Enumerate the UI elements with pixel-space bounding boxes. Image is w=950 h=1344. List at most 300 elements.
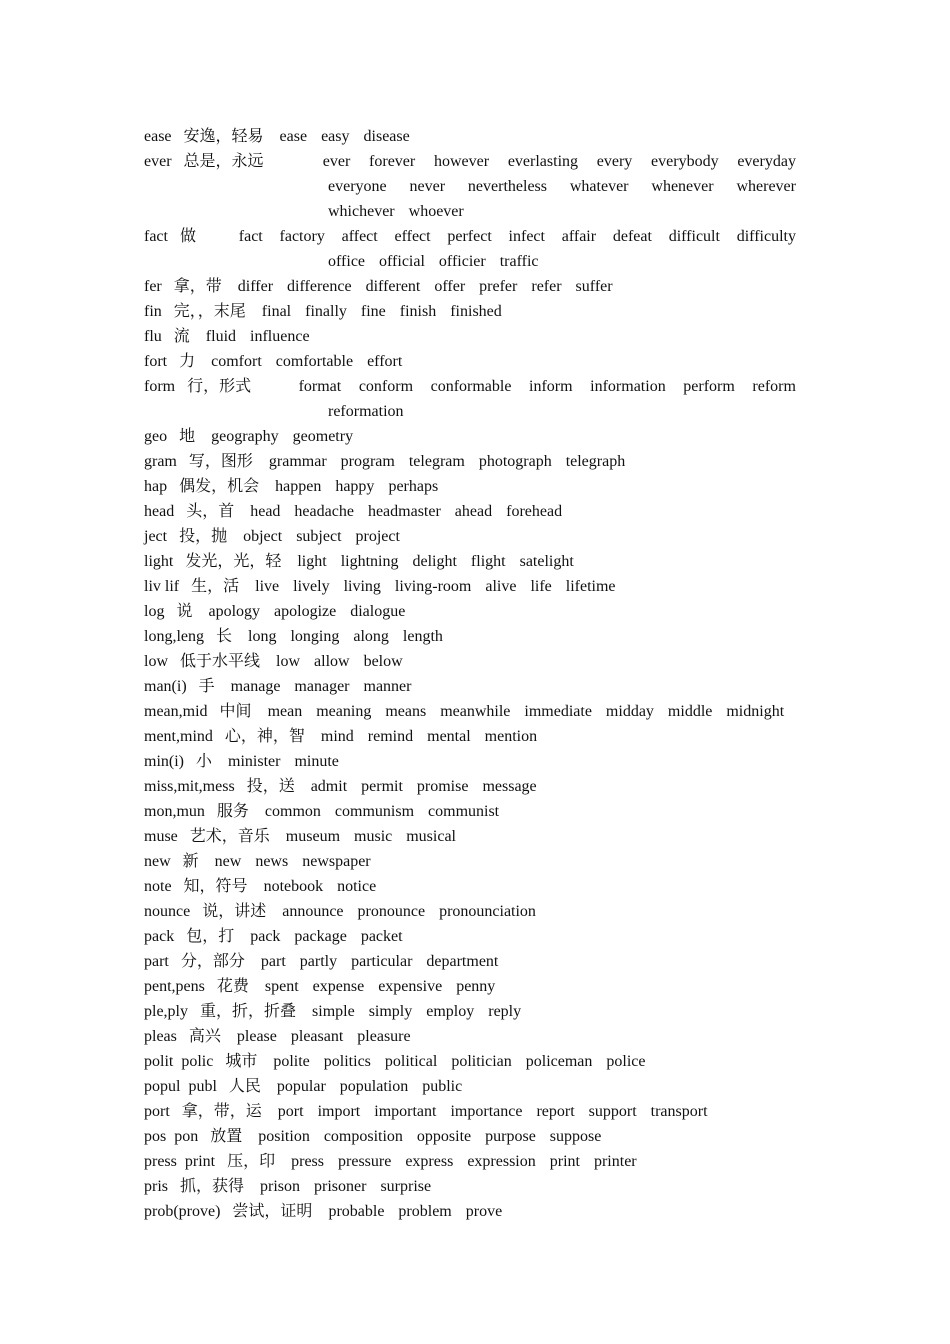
entry-root-and-meaning <box>144 299 262 324</box>
entry-word: remind <box>367 728 414 745</box>
entry-root-and-meaning <box>144 599 208 624</box>
entry-root-and-meaning <box>144 924 250 949</box>
entry-root: head <box>144 503 175 520</box>
entry-meaning: 中间 <box>219 703 252 720</box>
entry-word: new <box>214 853 242 870</box>
entry-word-list <box>206 324 806 349</box>
entry-word: living <box>343 578 381 595</box>
entry-word-list <box>255 574 806 599</box>
entry-meaning: 人民 <box>228 1078 261 1095</box>
entry-word: live <box>255 578 280 595</box>
entry-root-and-meaning <box>144 574 255 599</box>
entry-row <box>144 974 806 999</box>
entry-row <box>144 499 806 524</box>
entry-word: format <box>298 378 342 395</box>
entry-root-and-meaning <box>144 824 286 849</box>
entry-meaning: 新 <box>182 853 199 870</box>
entry-meaning: 拿，带，运 <box>181 1103 262 1120</box>
entry-row <box>144 1199 806 1224</box>
entry-root-and-meaning <box>144 1149 291 1174</box>
entry-word: mention <box>484 728 538 745</box>
entry-word: printer <box>593 1153 637 1170</box>
entry-row <box>144 1124 806 1149</box>
entry-word: meaning <box>316 703 372 720</box>
entry-row <box>144 724 806 749</box>
entry-meaning: 偶发，机会 <box>179 478 260 495</box>
entry-word: effect <box>394 228 431 245</box>
entry-word: communist <box>428 803 500 820</box>
entry-word-list <box>298 374 810 424</box>
entry-word: surprise <box>380 1178 432 1195</box>
entry-word-list <box>277 1074 806 1099</box>
entry-meaning: 说 <box>176 603 193 620</box>
entry-word: notebook <box>263 878 324 895</box>
entry-root: gram <box>144 453 177 470</box>
entry-word: ahead <box>454 503 493 520</box>
entry-root: ject <box>144 528 168 545</box>
entry-root-and-meaning <box>144 1174 260 1199</box>
entry-word: expression <box>467 1153 536 1170</box>
entry-row <box>144 149 806 224</box>
entry-word: mental <box>427 728 471 745</box>
entry-root: note <box>144 878 172 895</box>
entry-word-list <box>286 824 806 849</box>
entry-row <box>144 674 806 699</box>
entry-word: finish <box>399 303 437 320</box>
entry-root-and-meaning <box>144 849 215 874</box>
entry-word: conformable <box>430 378 512 395</box>
entry-meaning: 高兴 <box>188 1028 221 1045</box>
entry-word: refer <box>531 278 562 295</box>
entry-meaning: 小 <box>196 753 213 770</box>
entry-word: ever <box>322 153 351 170</box>
entry-root-and-meaning <box>144 474 275 499</box>
entry-meaning: 流 <box>173 328 190 345</box>
entry-word: apology <box>208 603 261 620</box>
entry-word: political <box>384 1053 438 1070</box>
entry-meaning: 力 <box>179 353 196 370</box>
entry-word-list <box>265 974 806 999</box>
entry-root-and-meaning <box>144 349 211 374</box>
entry-root-and-meaning <box>144 974 265 999</box>
entry-row <box>144 799 806 824</box>
entry-root-and-meaning <box>144 649 276 674</box>
entry-meaning: 长 <box>216 628 233 645</box>
entry-word: influence <box>250 328 310 345</box>
entry-row <box>144 849 806 874</box>
entry-word: geography <box>211 428 279 445</box>
entry-root: mon,mun <box>144 803 205 820</box>
entry-word: inform <box>529 378 573 395</box>
entry-root: long,leng <box>144 628 204 645</box>
entry-meaning: 写，图形 <box>188 453 253 470</box>
entry-word: factory <box>279 228 325 245</box>
entry-word: perfect <box>447 228 492 245</box>
entry-word: pleasant <box>290 1028 344 1045</box>
entry-word: length <box>402 628 443 645</box>
entry-root: pos pon <box>144 1128 199 1145</box>
entry-row <box>144 1024 806 1049</box>
entry-root-and-meaning <box>144 999 312 1024</box>
entry-meaning: 拿，带 <box>173 278 222 295</box>
entry-word: suppose <box>549 1128 602 1145</box>
entry-root: ease <box>144 128 172 145</box>
entry-word: affect <box>341 228 378 245</box>
entry-root: prob(prove) <box>144 1203 221 1220</box>
entry-word: particular <box>351 953 413 970</box>
entry-meaning: 分，部分 <box>180 953 245 970</box>
entry-meaning: 知，符号 <box>183 878 248 895</box>
entry-word-list <box>211 424 806 449</box>
entry-word: print <box>549 1153 580 1170</box>
entry-word: population <box>339 1078 409 1095</box>
entry-meaning: 做 <box>179 228 196 245</box>
entry-word: minute <box>294 753 339 770</box>
entry-word: dialogue <box>350 603 406 620</box>
entry-word: effort <box>367 353 403 370</box>
entry-row <box>144 924 806 949</box>
entry-word: politician <box>451 1053 512 1070</box>
entry-word: transport <box>650 1103 708 1120</box>
entry-meaning: 花费 <box>216 978 249 995</box>
entry-word-list <box>311 774 806 799</box>
word-root-list <box>144 124 806 1224</box>
entry-word-list <box>269 449 806 474</box>
entry-word: import <box>317 1103 361 1120</box>
entry-word: ease <box>279 128 308 145</box>
entry-word: happy <box>335 478 375 495</box>
entry-word: spent <box>264 978 299 995</box>
entry-word: nevertheless <box>467 178 547 195</box>
entry-word: expensive <box>378 978 443 995</box>
entry-word: problem <box>398 1203 452 1220</box>
entry-word: part <box>260 953 286 970</box>
entry-word: different <box>365 278 421 295</box>
entry-row <box>144 1049 806 1074</box>
entry-word-list <box>273 1049 806 1074</box>
entry-word: low <box>276 653 301 670</box>
entry-row <box>144 574 806 599</box>
entry-row <box>144 549 806 574</box>
entry-word: pleasure <box>357 1028 411 1045</box>
entry-word: whenever <box>651 178 714 195</box>
entry-row <box>144 224 806 274</box>
entry-root: miss,mit,mess <box>144 778 235 795</box>
entry-word: news <box>255 853 289 870</box>
entry-word-list <box>268 699 806 724</box>
entry-meaning: 心，神，智 <box>224 728 305 745</box>
entry-meaning: 生，活 <box>191 578 240 595</box>
entry-meaning: 总是，永远 <box>183 153 264 170</box>
entry-root: pleas <box>144 1028 177 1045</box>
entry-word: public <box>422 1078 463 1095</box>
entry-root-and-meaning <box>144 874 264 899</box>
entry-word: final <box>261 303 292 320</box>
entry-word: information <box>590 378 666 395</box>
entry-word: satelight <box>519 553 574 570</box>
entry-word: employ <box>426 1003 475 1020</box>
entry-word-list <box>228 749 806 774</box>
entry-word: packet <box>360 928 403 945</box>
entry-word: prisoner <box>314 1178 367 1195</box>
entry-meaning: 包，打 <box>186 928 235 945</box>
entry-root-and-meaning <box>144 424 211 449</box>
entry-root-and-meaning <box>144 549 297 574</box>
entry-root-and-meaning <box>144 674 231 699</box>
entry-root: pack <box>144 928 175 945</box>
entry-word: comfort <box>211 353 262 370</box>
entry-root: man(i) <box>144 678 187 695</box>
entry-word: longing <box>290 628 340 645</box>
entry-word: subject <box>296 528 342 545</box>
entry-meaning: 地 <box>179 428 196 445</box>
entry-root: nounce <box>144 903 191 920</box>
entry-root: pris <box>144 1178 168 1195</box>
entry-word: partly <box>299 953 338 970</box>
entry-word: conform <box>358 378 414 395</box>
entry-root: low <box>144 653 168 670</box>
entry-meaning: 投，抛 <box>179 528 228 545</box>
entry-row <box>144 999 806 1024</box>
entry-root: fer <box>144 278 162 295</box>
entry-word: alive <box>485 578 517 595</box>
entry-root-and-meaning <box>144 1099 278 1124</box>
entry-meaning: 尝试，证明 <box>232 1203 313 1220</box>
entry-word: promise <box>416 778 469 795</box>
entry-root-and-meaning <box>144 749 228 774</box>
entry-word: communism <box>334 803 415 820</box>
entry-word: police <box>606 1053 646 1070</box>
entry-word: newspaper <box>302 853 371 870</box>
entry-word: difficult <box>668 228 720 245</box>
entry-word-list <box>208 599 806 624</box>
entry-root: new <box>144 853 171 870</box>
entry-row <box>144 874 806 899</box>
entry-word: living-room <box>394 578 472 595</box>
entry-word: forehead <box>506 503 563 520</box>
entry-root-and-meaning <box>144 324 206 349</box>
entry-word: finished <box>450 303 502 320</box>
entry-word: support <box>588 1103 637 1120</box>
entry-root-and-meaning <box>144 799 265 824</box>
entry-word: whichever <box>328 203 395 220</box>
entry-word: geometry <box>292 428 354 445</box>
entry-word: long <box>248 628 277 645</box>
entry-word: midday <box>605 703 654 720</box>
entry-word: opposite <box>416 1128 472 1145</box>
entry-word: package <box>294 928 347 945</box>
entry-word: whoever <box>408 203 464 220</box>
entry-word-list <box>291 1149 806 1174</box>
entry-word-list <box>278 1099 806 1124</box>
entry-word-list <box>262 299 806 324</box>
entry-word: officier <box>438 253 486 270</box>
entry-word: prison <box>260 1178 301 1195</box>
entry-word: everyone <box>328 178 387 195</box>
entry-root-and-meaning <box>144 1124 258 1149</box>
entry-word: music <box>354 828 393 845</box>
entry-word: headache <box>294 503 354 520</box>
entry-word: fluid <box>205 328 237 345</box>
entry-word: policeman <box>525 1053 593 1070</box>
entry-word: probable <box>328 1203 385 1220</box>
entry-word: fine <box>360 303 386 320</box>
entry-row <box>144 599 806 624</box>
entry-meaning: 服务 <box>216 803 249 820</box>
entry-word: composition <box>323 1128 403 1145</box>
entry-word: official <box>379 253 425 270</box>
entry-meaning: 抓，获得 <box>180 1178 245 1195</box>
entry-word: immediate <box>524 703 592 720</box>
entry-meaning: 投，送 <box>246 778 295 795</box>
entry-word: polite <box>273 1053 310 1070</box>
entry-word: every <box>596 153 633 170</box>
entry-word-list <box>237 1024 806 1049</box>
entry-word: reply <box>488 1003 522 1020</box>
entry-word-list <box>211 349 806 374</box>
entry-word: difficulty <box>736 228 796 245</box>
entry-word: means <box>385 703 427 720</box>
entry-word-list <box>264 874 806 899</box>
entry-root: log <box>144 603 165 620</box>
entry-row <box>144 949 806 974</box>
entry-word: lightning <box>340 553 399 570</box>
entry-root: port <box>144 1103 170 1120</box>
entry-word-list <box>322 149 810 224</box>
entry-root: muse <box>144 828 178 845</box>
entry-root: form <box>144 378 176 395</box>
entry-row <box>144 299 806 324</box>
entry-word: press <box>291 1153 325 1170</box>
entry-word: museum <box>285 828 341 845</box>
entry-word-list <box>243 524 806 549</box>
entry-word-list <box>321 724 806 749</box>
entry-row <box>144 649 806 674</box>
entry-meaning: 完，，末尾 <box>173 303 246 320</box>
entry-word: pressure <box>338 1153 392 1170</box>
entry-word: port <box>277 1103 304 1120</box>
entry-word: telegram <box>408 453 465 470</box>
entry-row <box>144 699 806 724</box>
entry-root: min(i) <box>144 753 184 770</box>
entry-word: notice <box>337 878 377 895</box>
entry-word-list <box>312 999 806 1024</box>
entry-word: express <box>405 1153 454 1170</box>
entry-word: important <box>374 1103 437 1120</box>
entry-word: message <box>482 778 537 795</box>
entry-word: manage <box>230 678 281 695</box>
entry-word: reformation <box>328 403 404 420</box>
entry-word: department <box>426 953 499 970</box>
entry-word: happen <box>275 478 322 495</box>
entry-word: expense <box>312 978 365 995</box>
entry-word: position <box>258 1128 310 1145</box>
entry-row <box>144 1174 806 1199</box>
entry-meaning: 手 <box>198 678 215 695</box>
entry-word-list <box>250 499 806 524</box>
entry-word: comfortable <box>275 353 354 370</box>
entry-root: fort <box>144 353 168 370</box>
entry-word: everlasting <box>507 153 579 170</box>
entry-word: pronounciation <box>439 903 536 920</box>
entry-root-and-meaning <box>144 1199 328 1224</box>
entry-row <box>144 474 806 499</box>
entry-word: mind <box>320 728 354 745</box>
entry-word-list <box>282 899 806 924</box>
entry-root-and-meaning <box>144 524 243 549</box>
entry-word: affair <box>561 228 597 245</box>
entry-word: traffic <box>499 253 539 270</box>
entry-word: reform <box>752 378 796 395</box>
entry-row <box>144 424 806 449</box>
entry-word: lively <box>293 578 330 595</box>
entry-word-list <box>265 799 806 824</box>
entry-word: object <box>243 528 283 545</box>
entry-row <box>144 824 806 849</box>
entry-row <box>144 774 806 799</box>
entry-word: office <box>328 253 366 270</box>
entry-meaning: 放置 <box>210 1128 243 1145</box>
entry-word: difference <box>287 278 352 295</box>
entry-word: middle <box>667 703 713 720</box>
entry-root: fin <box>144 303 162 320</box>
entry-root-and-meaning <box>144 449 269 474</box>
entry-row <box>144 274 806 299</box>
entry-word-list <box>280 124 806 149</box>
entry-row <box>144 899 806 924</box>
entry-word: project <box>355 528 400 545</box>
entry-root-and-meaning <box>144 624 248 649</box>
entry-word: easy <box>321 128 350 145</box>
entry-root-and-meaning <box>144 949 261 974</box>
entry-root: hap <box>144 478 168 495</box>
entry-root-and-meaning <box>144 774 311 799</box>
entry-word: manner <box>363 678 412 695</box>
entry-word: musical <box>406 828 456 845</box>
entry-word: pronounce <box>357 903 426 920</box>
entry-word: midnight <box>726 703 785 720</box>
entry-root: mean,mid <box>144 703 208 720</box>
entry-word: head <box>250 503 281 520</box>
entry-word-list <box>231 674 806 699</box>
entry-root: fact <box>144 228 168 245</box>
entry-word: never <box>409 178 446 195</box>
entry-row <box>144 1074 806 1099</box>
entry-word: admit <box>310 778 348 795</box>
entry-meaning: 发光，光，轻 <box>185 553 282 570</box>
entry-row <box>144 349 806 374</box>
entry-root: pent,pens <box>144 978 205 995</box>
entry-word: wherever <box>736 178 796 195</box>
entry-word: prefer <box>479 278 518 295</box>
entry-root: press print <box>144 1153 216 1170</box>
entry-word: suffer <box>575 278 613 295</box>
entry-row <box>144 1149 806 1174</box>
entry-word: below <box>363 653 403 670</box>
entry-meaning: 说，讲述 <box>202 903 267 920</box>
entry-meaning: 艺术，音乐 <box>189 828 270 845</box>
entry-word: minister <box>228 753 281 770</box>
entry-word: photograph <box>478 453 552 470</box>
entry-word: however <box>433 153 490 170</box>
entry-root: popul publ <box>144 1078 217 1095</box>
entry-word-list <box>248 624 806 649</box>
entry-word: announce <box>282 903 344 920</box>
entry-root: part <box>144 953 169 970</box>
entry-root: flu <box>144 328 162 345</box>
entry-word: manager <box>294 678 350 695</box>
entry-word: prove <box>465 1203 503 1220</box>
